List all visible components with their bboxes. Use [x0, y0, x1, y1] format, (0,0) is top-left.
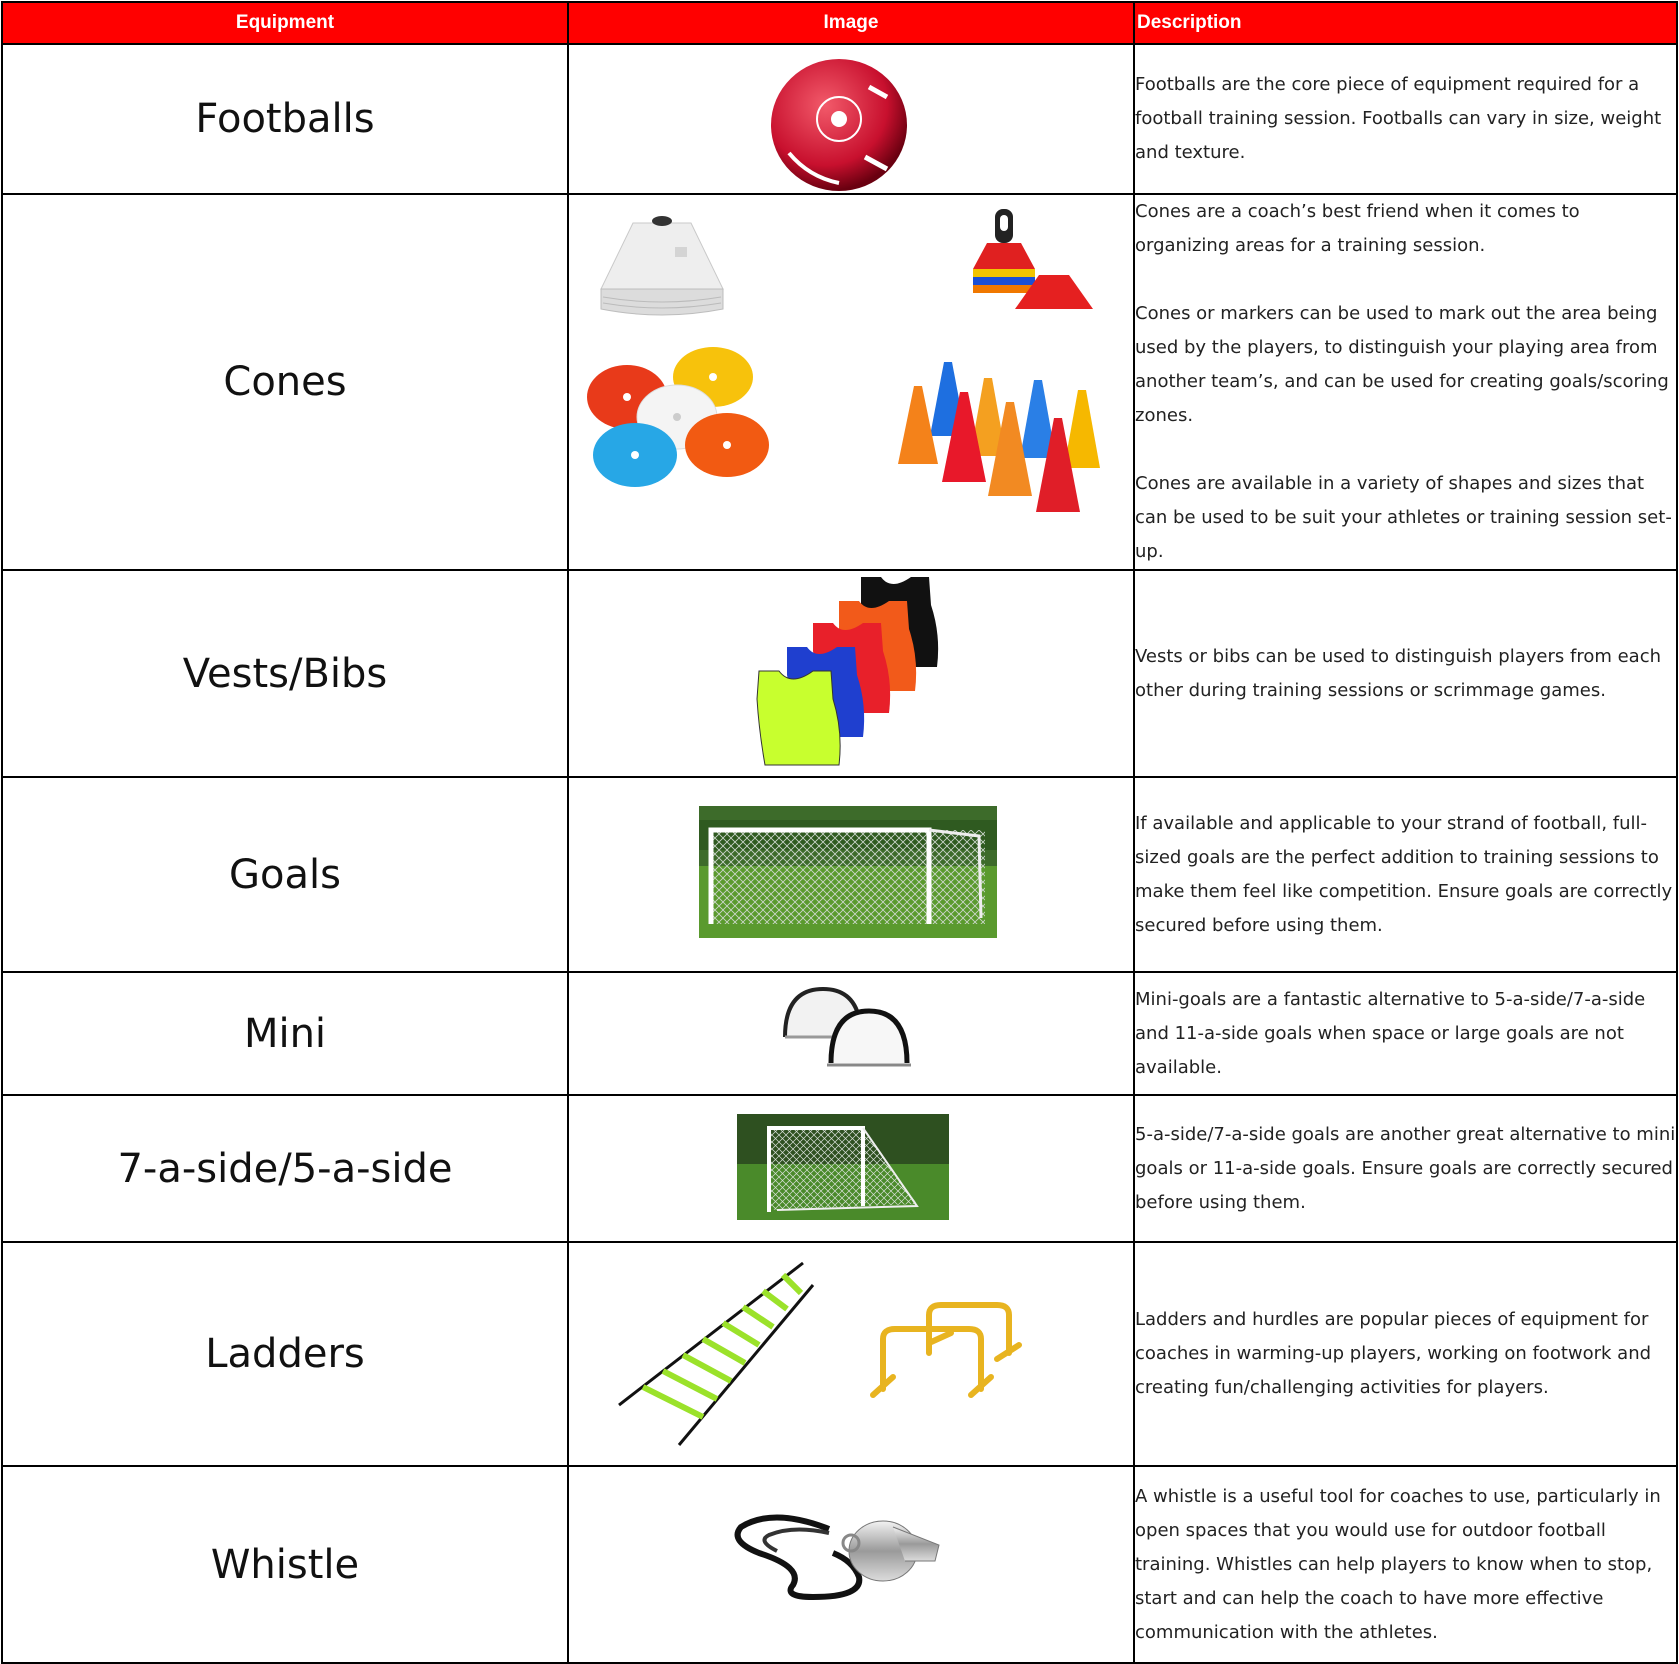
description-cell [1134, 1095, 1677, 1242]
whistle-icon [733, 1501, 943, 1601]
description-text: Ladders and hurdles are popular pieces of equipment for coaches in warming-up players, working on footwork and creating fun/challenging activities for players. [1135, 1309, 1652, 1398]
image-cell [568, 194, 1134, 570]
description-cell [1134, 1242, 1677, 1466]
equipment-name: Ladders [2, 1242, 568, 1466]
flat-discs-icon [587, 345, 773, 495]
description-text: Cones are a coach’s best friend when it comes to organizing areas for a training session. [1135, 201, 1580, 256]
image-cell [568, 777, 1134, 972]
description-cell [1134, 1466, 1677, 1663]
full-goal-icon [699, 806, 997, 938]
image-cell [568, 1242, 1134, 1466]
description-text: Footballs are the core piece of equipment required for a football training session. Footballs can vary in size, weight and texture. [1135, 74, 1662, 163]
dome-cones-icon [599, 209, 725, 319]
image-cell [568, 972, 1134, 1095]
small-goal-icon [737, 1114, 949, 1220]
equipment-name: Cones [2, 194, 568, 570]
image-cell [568, 570, 1134, 777]
hurdles-icon [869, 1293, 1029, 1411]
header-description: Description [1134, 2, 1677, 44]
equipment-name: Mini [2, 972, 568, 1095]
table-row [2, 1095, 1677, 1242]
tall-cones-icon [894, 360, 1100, 516]
equipment-name: Whistle [2, 1466, 568, 1663]
description-cell [1134, 777, 1677, 972]
agility-ladder-icon [617, 1261, 817, 1447]
table-row [2, 1242, 1677, 1466]
equipment-name: 7-a-side/5-a-side [2, 1095, 568, 1242]
image-cell [568, 1095, 1134, 1242]
equipment-name: Vests/Bibs [2, 570, 568, 777]
bibs-icon [751, 575, 947, 771]
table-row [2, 1466, 1677, 1663]
description-text: Cones are available in a variety of shapes and sizes that can be used to be suit your athletes or training session set-up. [1135, 473, 1672, 562]
table-row [2, 44, 1677, 194]
description-text: Mini-goals are a fantastic alternative to 5-a-side/7-a-side and 11-a-side goals when space or large goals are not available. [1135, 988, 1646, 1078]
equipment-name: Goals [2, 777, 568, 972]
description-text: A whistle is a useful tool for coaches to use, particularly in open spaces that you would use for outdoor football training. Whistles can help players to know when to stop, start and can help the coach to have more effective communication with the athletes. [1135, 1485, 1661, 1643]
description-text: If available and applicable to your strand of football, full-sized goals are the perfect addition to training sessions to make them feel like competition. Ensure goals are correctly secured before using them. [1135, 812, 1673, 936]
marker-cones-icon [969, 205, 1099, 325]
header-equipment: Equipment [2, 2, 568, 44]
equipment-name: Footballs [2, 44, 568, 194]
header-row [2, 2, 1677, 44]
football-icon [769, 57, 909, 193]
table-row [2, 777, 1677, 972]
mini-goals-icon [779, 983, 929, 1087]
description-text: Cones or markers can be used to mark out the area being used by the players, to distinguish your playing area from another team’s, and can be used for creating goals/scoring zones. [1135, 303, 1669, 426]
image-cell [568, 1466, 1134, 1663]
description-cell [1134, 44, 1677, 194]
table-row [2, 570, 1677, 777]
description-text: 5-a-side/7-a-side goals are another great alternative to mini goals or 11-a-side goals. Ensure goals are correctly secured before using them. [1135, 1123, 1676, 1213]
equipment-table [1, 1, 1678, 1664]
description-text: Vests or bibs can be used to distinguish players from each other during training sessions or scrimmage games. [1135, 645, 1662, 701]
description-cell [1134, 972, 1677, 1095]
image-cell [568, 44, 1134, 194]
description-cell [1134, 194, 1677, 570]
header-image: Image [568, 2, 1134, 44]
description-cell [1134, 570, 1677, 777]
table-row [2, 194, 1677, 570]
table-row [2, 972, 1677, 1095]
